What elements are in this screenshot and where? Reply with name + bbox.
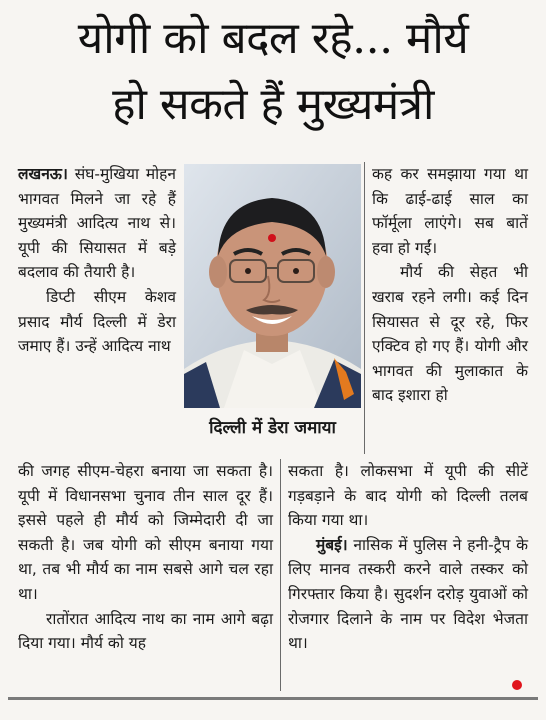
article-column-3: [372, 162, 528, 408]
article-intro-text: संघ-मुखिया मोहन भागवत मिलने जा रहे हैं मुख्यमंत्री आदित्य नाथ से। यूपी की सियासत में बड़े बदलाव की तैयारी है।: [18, 165, 176, 282]
column-divider-top: [364, 162, 365, 454]
article-column-5: [288, 459, 528, 656]
bottom-rule: [8, 697, 538, 700]
article-paragraph-6: रातोंरात आदित्य नाथ का नाम आगे बढ़ा दिया गया। मौर्य को यह: [18, 609, 273, 653]
article-column-4: [18, 459, 273, 656]
end-of-story-dot: [512, 680, 522, 690]
column-divider-bottom: [280, 459, 281, 691]
portrait-image: [184, 164, 361, 408]
article-paragraph-7: सकता है। लोकसभा में यूपी की सीटें गड़बड़ाने के बाद योगी को दिल्ली तलब किया गया था।: [288, 462, 528, 530]
article-dateline: लखनऊ।: [18, 165, 68, 183]
article-paragraph-2: डिप्टी सीएम केशव प्रसाद मौर्य दिल्ली में डेरा जमाए हैं। उन्हें आदित्य नाथ: [18, 287, 176, 356]
brief-dateline: मुंबई।: [316, 535, 348, 554]
article-paragraph-3: कह कर समझाया गया था कि ढाई-ढाई साल का फॉर्मूला लाएंगे। सब बातें हवा हो गईं।: [372, 165, 528, 257]
article-column-1: [18, 162, 176, 359]
photo: [184, 164, 361, 408]
article-paragraph-5: की जगह सीएम-चेहरा बनाया जा सकता है। यूपी में विधानसभा चुनाव तीन साल दूर हैं। इससे पहले ही मौर्य को जिम्मेदारी दी जा सकती है। जब योगी को सीएम बनाया गया था, तब भी मौर्य का नाम सबसे आगे चल रहा था।: [18, 462, 273, 603]
photo-caption: दिल्ली में डेरा जमाया: [184, 409, 361, 447]
headline-line-1: योगी को बदल रहे... मौर्य: [77, 13, 469, 64]
headline-line-2: हो सकते हैं मुख्यमंत्री: [112, 79, 434, 130]
article-paragraph-4: मौर्य की सेहत भी खराब रहने लगी। कई दिन सियासत से दूर रहे, फिर एक्टिव हो गए हैं। योगी और भागवत की मुलाकात के बाद इशारा हो: [372, 263, 528, 405]
brief-text: नासिक में पुलिस ने हनी-ट्रैप के लिए मानव तस्करी करने वाले तस्कर को गिरफ्तार किया है। सुदर्शन दरोड़ युवाओं को रोजगार दिलाने के नाम पर विदेश भेजता था।: [288, 535, 528, 653]
